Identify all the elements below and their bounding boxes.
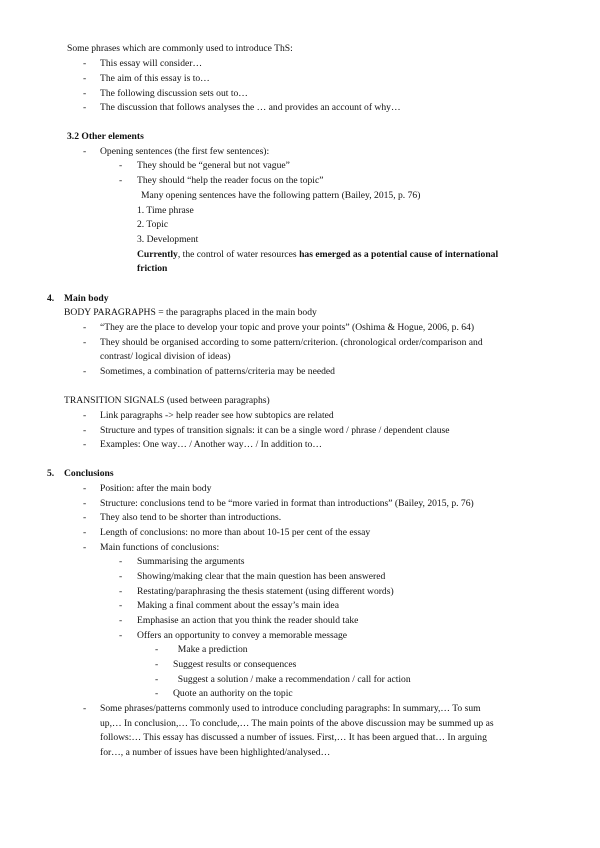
dash: - xyxy=(119,600,123,611)
dash: - xyxy=(83,527,87,538)
concluding-phrases-line: for…, a number of issues have been highlighted/analysed… xyxy=(100,747,331,758)
dash: - xyxy=(83,322,87,333)
main-body-item-continued: contrast/ logical division of ideas) xyxy=(100,351,231,362)
dash: - xyxy=(83,425,87,436)
dash: - xyxy=(155,659,159,670)
function-item: Emphasise an action that you think the reader should take xyxy=(137,615,359,626)
main-body-item: They should be organised according to some pattern/criterion. (chronological order/comparison and xyxy=(100,337,483,348)
ths-item: The discussion that follows analyses the … and provides an account of why… xyxy=(100,102,401,113)
opening-sub-item: They should be “general but not vague” xyxy=(137,160,290,171)
function-item: Making a final comment about the essay’s main idea xyxy=(137,600,339,611)
section-heading-conclusions: Conclusions xyxy=(64,468,114,479)
dash: - xyxy=(83,703,87,714)
section-number-main-body: 4. xyxy=(47,293,55,304)
dash: - xyxy=(83,88,87,99)
dash: - xyxy=(155,644,159,655)
function-item: Restating/paraphrasing the thesis statement (using different words) xyxy=(137,586,394,597)
function-item: Summarising the arguments xyxy=(137,556,245,567)
pattern-step: 3. Development xyxy=(137,234,199,245)
dash: - xyxy=(155,688,159,699)
dash: - xyxy=(83,366,87,377)
concluding-phrases-line: follows:… This essay has discussed a number of issues. First,… It has been argued that… In arguing xyxy=(100,732,487,743)
ths-item: The aim of this essay is to… xyxy=(100,73,210,84)
pattern-step: 1. Time phrase xyxy=(137,205,194,216)
section-number-conclusions: 5. xyxy=(47,468,55,479)
conclusions-item: They also tend to be shorter than introductions. xyxy=(100,512,282,523)
dash: - xyxy=(119,586,123,597)
section-heading-main-body: Main body xyxy=(64,293,109,304)
pattern-text: Many opening sentences have the following pattern (Bailey, 2015, p. 76) xyxy=(141,190,421,201)
dash: - xyxy=(119,175,123,186)
dash: - xyxy=(83,512,87,523)
conclusions-item: Main functions of conclusions: xyxy=(100,542,220,553)
ths-intro: Some phrases which are commonly used to introduce ThS: xyxy=(67,43,293,54)
dash: - xyxy=(119,160,123,171)
function-item: Offers an opportunity to convey a memorable message xyxy=(137,630,348,641)
message-item: Quote an authority on the topic xyxy=(173,688,293,699)
dash: - xyxy=(83,73,87,84)
body-paragraphs-definition: BODY PARAGRAPHS = the paragraphs placed in the main body xyxy=(64,307,317,318)
dash: - xyxy=(155,674,159,685)
message-item: Suggest results or consequences xyxy=(173,659,297,670)
section-heading-other-elements: 3.2 Other elements xyxy=(67,131,144,142)
dash: - xyxy=(83,439,87,450)
dash: - xyxy=(83,498,87,509)
ths-item: The following discussion sets out to… xyxy=(100,88,248,99)
dash: - xyxy=(83,483,87,494)
conclusions-item: Position: after the main body xyxy=(100,483,212,494)
dash: - xyxy=(83,102,87,113)
concluding-phrases-line: Some phrases/patterns commonly used to introduce concluding paragraphs: In summary,… To sum xyxy=(100,703,481,714)
dash: - xyxy=(83,146,87,157)
conclusions-item: Length of conclusions: no more than about 10-15 per cent of the essay xyxy=(100,527,371,538)
function-item: Showing/making clear that the main question has been answered xyxy=(137,571,386,582)
transition-signals-title: TRANSITION SIGNALS (used between paragraphs) xyxy=(64,395,270,406)
opening-sentences: Opening sentences (the first few sentences): xyxy=(100,146,270,157)
dash: - xyxy=(119,556,123,567)
dash: - xyxy=(83,410,87,421)
message-item: Make a prediction xyxy=(173,644,248,655)
example-sentence xyxy=(137,248,498,263)
dash: - xyxy=(119,615,123,626)
dash: - xyxy=(119,630,123,641)
dash: - xyxy=(83,337,87,348)
dash: - xyxy=(83,58,87,69)
pattern-step: 2. Topic xyxy=(137,219,169,230)
conclusions-item: Structure: conclusions tend to be “more varied in format than introductions” (Bailey, 2015, p. 76) xyxy=(100,498,474,509)
example-bold-friction: friction xyxy=(137,263,168,274)
opening-sub-item: They should “help the reader focus on the topic” xyxy=(137,175,324,186)
message-item: Suggest a solution / make a recommendation / call for action xyxy=(173,674,411,685)
example-plain: , the control of water resources xyxy=(177,249,300,260)
transition-item: Structure and types of transition signals: it can be a single word / phrase / dependent clause xyxy=(100,425,450,436)
example-bold-emerged: has emerged as a potential cause of international xyxy=(299,249,499,260)
transition-item: Examples: One way… / Another way… / In addition to… xyxy=(100,439,322,450)
main-body-item: Sometimes, a combination of patterns/criteria may be needed xyxy=(100,366,335,377)
concluding-phrases-line: up,… In conclusion,… To conclude,… The main points of the above discussion may be summed up as xyxy=(100,718,494,729)
dash: - xyxy=(83,542,87,553)
example-bold-currently: Currently xyxy=(137,249,178,260)
main-body-item: “They are the place to develop your topic and prove your points” (Oshima & Hogue, 2006, p. 64) xyxy=(100,322,475,333)
dash: - xyxy=(119,571,123,582)
ths-item: This essay will consider… xyxy=(100,58,203,69)
transition-item: Link paragraphs -> help reader see how subtopics are related xyxy=(100,410,334,421)
